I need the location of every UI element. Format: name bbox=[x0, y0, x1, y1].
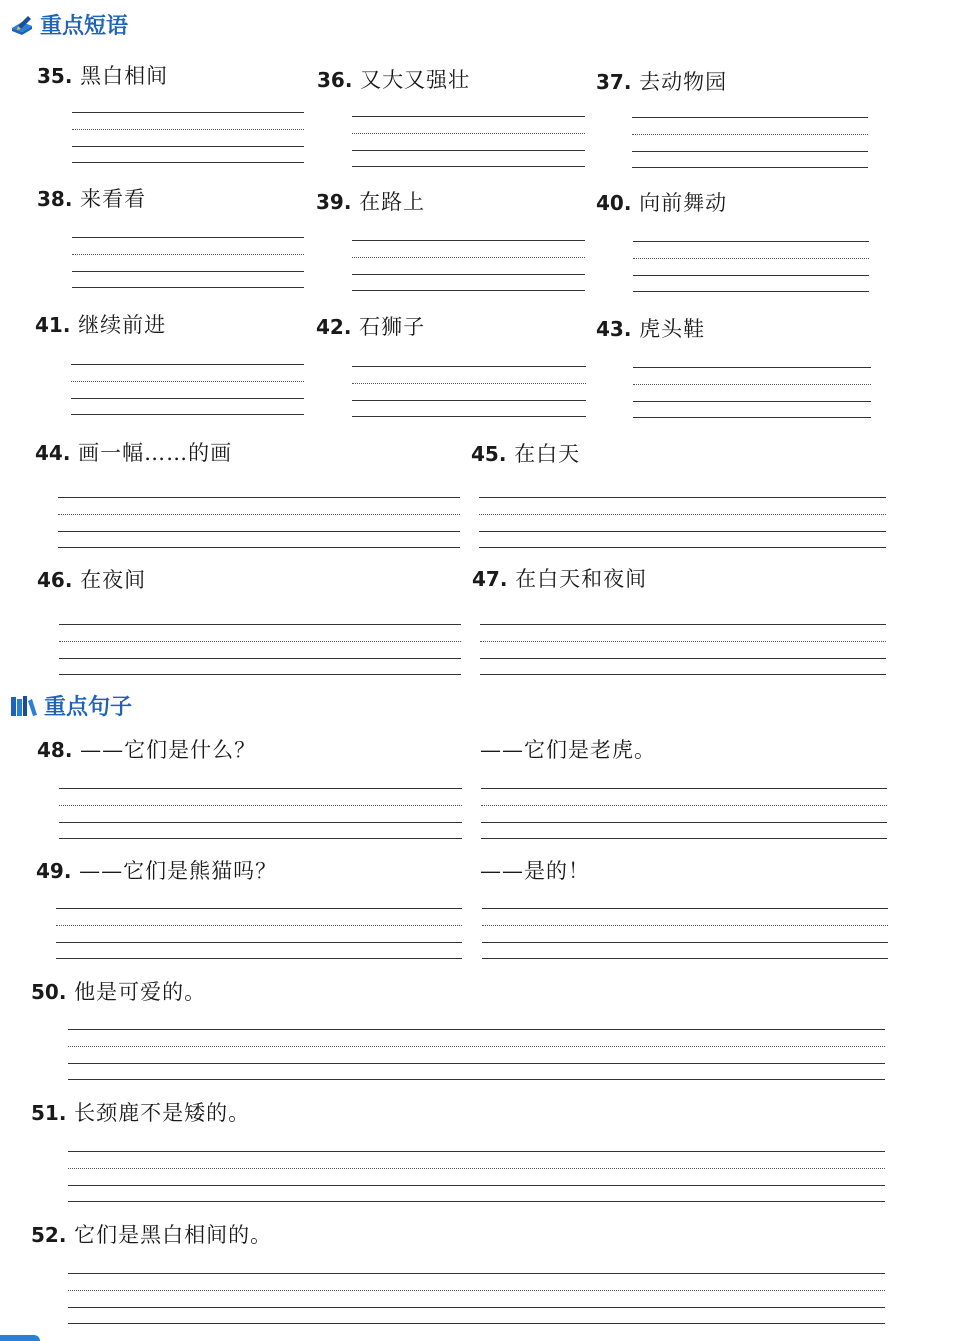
item-50-label bbox=[31, 976, 206, 1006]
answer-lines-49-right[interactable] bbox=[482, 908, 888, 960]
item-number: 51. bbox=[31, 1101, 67, 1125]
item-48-label bbox=[37, 734, 256, 764]
item-text: 在路上 bbox=[359, 190, 426, 214]
item-text: 石狮子 bbox=[359, 315, 426, 339]
item-47-label bbox=[472, 563, 647, 593]
item-number: 41. bbox=[35, 313, 71, 337]
item-text: ——它们是熊猫吗？ bbox=[79, 859, 278, 883]
book-pencil-icon bbox=[10, 14, 34, 36]
item-number: 40. bbox=[596, 191, 632, 215]
item-35-label bbox=[37, 60, 168, 90]
item-text: 在夜间 bbox=[80, 568, 147, 592]
item-number: 48. bbox=[37, 738, 73, 762]
item-number: 45. bbox=[471, 442, 507, 466]
page-corner-tab bbox=[0, 1335, 40, 1341]
item-49-answer-prompt bbox=[480, 855, 590, 885]
item-41-label bbox=[35, 309, 166, 339]
item-43-label bbox=[596, 313, 705, 343]
section-title-sentences: 重点句子 bbox=[44, 695, 133, 720]
item-36-label bbox=[317, 64, 470, 94]
item-37-label bbox=[596, 66, 727, 96]
item-48-answer-prompt bbox=[480, 734, 656, 764]
section-header-sentences bbox=[10, 690, 132, 721]
item-number: 50. bbox=[31, 980, 67, 1004]
item-45-label bbox=[471, 438, 580, 468]
item-text: 继续前进 bbox=[78, 313, 167, 337]
item-44-label bbox=[35, 437, 232, 467]
item-number: 46. bbox=[37, 568, 73, 592]
item-text: 长颈鹿不是矮的。 bbox=[74, 1101, 251, 1125]
item-text: 他是可爱的。 bbox=[74, 980, 207, 1004]
item-51-label bbox=[31, 1097, 250, 1127]
item-text: ——是的！ bbox=[480, 859, 590, 883]
item-40-label bbox=[596, 187, 727, 217]
item-number: 38. bbox=[37, 187, 73, 211]
item-text: 在白天和夜间 bbox=[515, 567, 648, 591]
item-52-label bbox=[31, 1219, 272, 1249]
item-text: 去动物园 bbox=[639, 70, 728, 94]
answer-lines-46[interactable] bbox=[59, 624, 461, 676]
answer-lines-37[interactable] bbox=[632, 117, 868, 169]
item-number: 35. bbox=[37, 64, 73, 88]
item-text: 又大又强壮 bbox=[360, 68, 471, 92]
item-number: 47. bbox=[472, 567, 508, 591]
answer-lines-36[interactable] bbox=[352, 116, 585, 168]
answer-lines-38[interactable] bbox=[72, 237, 304, 289]
item-number: 36. bbox=[317, 68, 353, 92]
answer-lines-51[interactable] bbox=[68, 1151, 885, 1203]
item-text: 黑白相间 bbox=[80, 64, 169, 88]
answer-lines-49-left[interactable] bbox=[56, 908, 462, 960]
answer-lines-39[interactable] bbox=[352, 240, 585, 292]
item-39-label bbox=[316, 186, 425, 216]
answer-lines-43[interactable] bbox=[633, 367, 871, 419]
item-text: 来看看 bbox=[80, 187, 147, 211]
answer-lines-41[interactable] bbox=[71, 364, 304, 416]
item-number: 42. bbox=[316, 315, 352, 339]
answer-lines-40[interactable] bbox=[633, 241, 869, 293]
answer-lines-35[interactable] bbox=[72, 112, 304, 164]
item-text: 画一幅……的画 bbox=[78, 441, 233, 465]
answer-lines-42[interactable] bbox=[352, 366, 586, 418]
item-text: 向前舞动 bbox=[639, 191, 728, 215]
item-number: 44. bbox=[35, 441, 71, 465]
item-49-label bbox=[36, 855, 277, 885]
answer-lines-47[interactable] bbox=[480, 624, 886, 676]
item-number: 37. bbox=[596, 70, 632, 94]
item-number: 49. bbox=[36, 859, 72, 883]
item-text: ——它们是什么？ bbox=[80, 738, 257, 762]
item-46-label bbox=[37, 564, 146, 594]
item-text: ——它们是老虎。 bbox=[480, 738, 656, 762]
answer-lines-48-left[interactable] bbox=[59, 788, 462, 840]
item-text: 它们是黑白相间的。 bbox=[74, 1223, 273, 1247]
item-text: 虎头鞋 bbox=[639, 317, 706, 341]
item-42-label bbox=[316, 311, 425, 341]
item-38-label bbox=[37, 183, 146, 213]
answer-lines-50[interactable] bbox=[68, 1029, 885, 1081]
item-text: 在白天 bbox=[514, 442, 581, 466]
answer-lines-44[interactable] bbox=[58, 497, 460, 549]
books-icon bbox=[10, 695, 38, 717]
item-number: 39. bbox=[316, 190, 352, 214]
section-title-phrases: 重点短语 bbox=[40, 14, 129, 39]
section-header-phrases bbox=[10, 9, 128, 40]
answer-lines-52[interactable] bbox=[68, 1273, 885, 1325]
item-number: 52. bbox=[31, 1223, 67, 1247]
answer-lines-48-right[interactable] bbox=[481, 788, 887, 840]
answer-lines-45[interactable] bbox=[479, 497, 886, 549]
item-number: 43. bbox=[596, 317, 632, 341]
